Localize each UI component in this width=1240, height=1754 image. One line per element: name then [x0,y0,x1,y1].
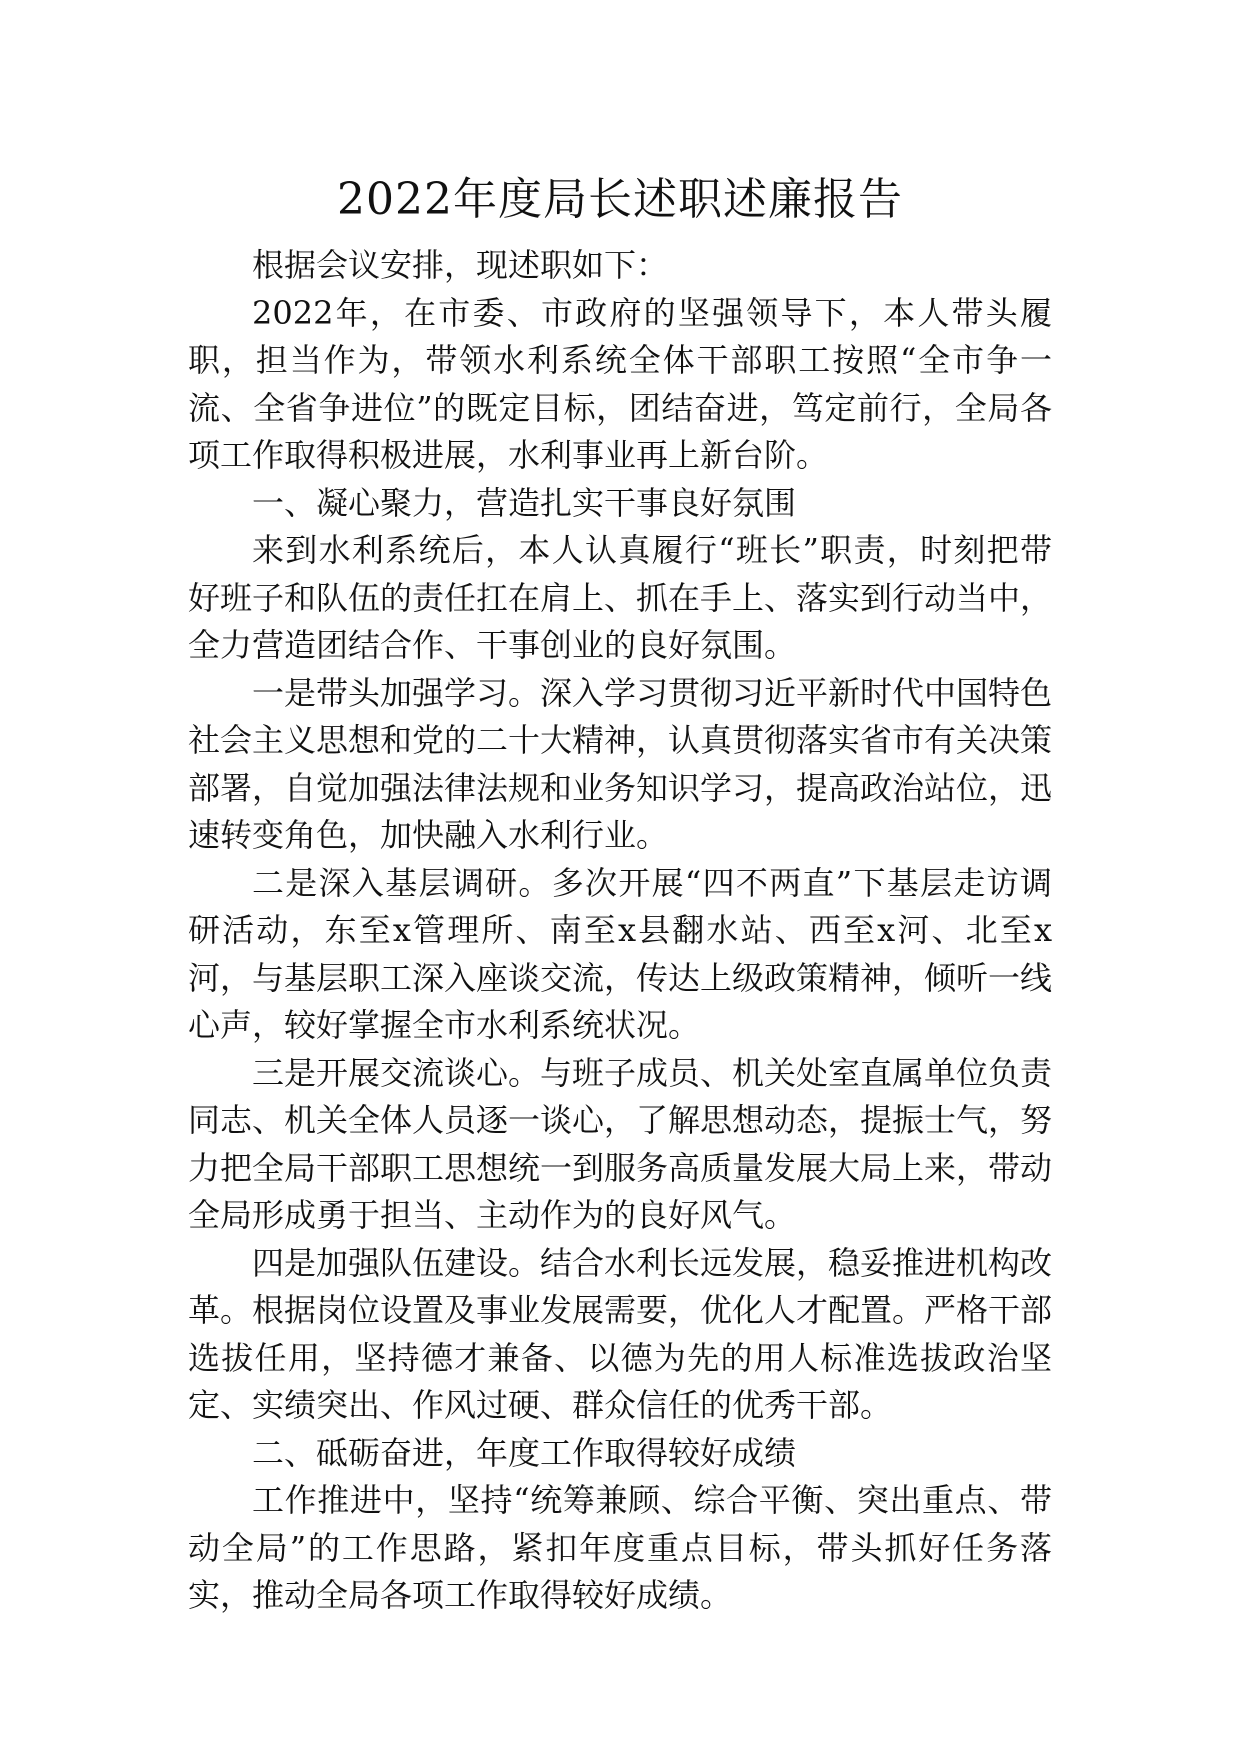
study-paragraph: 一是带头加强学习。深入学习贯彻习近平新时代中国特色社会主义思想和党的二十大精神，认真贯彻落实省市有关决策部署，自觉加强法律法规和业务知识学习，提高政治站位，迅速转变角色，加快融入水利行业。 [188,673,1053,854]
section-heading-2: 二、砥砺奋进，年度工作取得较好成绩 [252,1433,797,1472]
team-building-paragraph: 四是加强队伍建设。结合水利长远发展，稳妥推进机构改革。根据岗位设置及事业发展需要，优化人才配置。严格干部选拔任用，坚持德才兼备、以德为先的用人标准选拔政治坚定、实绩突出、作风过硬、群众信任的优秀干部。 [188,1243,1053,1424]
intro-paragraph: 根据会议安排，现述职如下： [252,246,669,284]
section-heading-1: 一、凝心聚力，营造扎实干事良好氛围 [252,483,797,522]
section-1-intro-paragraph: 来到水利系统后，本人认真履行“班长”职责，时刻把带好班子和队伍的责任扛在肩上、抓在手上、落实到行动当中，全力营造团结合作、干事创业的良好氛围。 [188,531,1053,664]
summary-paragraph: 2022年，在市委、市政府的坚强领导下，本人带头履职，担当作为，带领水利系统全体干部职工按照“全市争一流、全省争进位”的既定目标，团结奋进，笃定前行，全局各项工作取得积极进展，水利事业再上新台阶。 [188,293,1052,474]
research-paragraph: 二是深入基层调研。多次开展“四不两直”下基层走访调研活动，东至x管理所、南至x县翻水站、西至x河、北至x河，与基层职工深入座谈交流，传达上级政策精神，倾听一线心声，较好掌握全市水利系统状况。 [188,863,1053,1044]
document-title: 2022年度局长述职述廉报告 [337,174,903,225]
communication-paragraph: 三是开展交流谈心。与班子成员、机关处室直属单位负责同志、机关全体人员逐一谈心，了解思想动态，提振士气，努力把全局干部职工思想统一到服务高质量发展大局上来，带动全局形成勇于担当、主动作为的良好风气。 [188,1053,1053,1234]
document-body [188,242,1052,1620]
section-2-intro-paragraph: 工作推进中，坚持“统筹兼顾、综合平衡、突出重点、带动全局”的工作思路，紧扣年度重点目标，带头抓好任务落实，推动全局各项工作取得较好成绩。 [188,1481,1052,1614]
